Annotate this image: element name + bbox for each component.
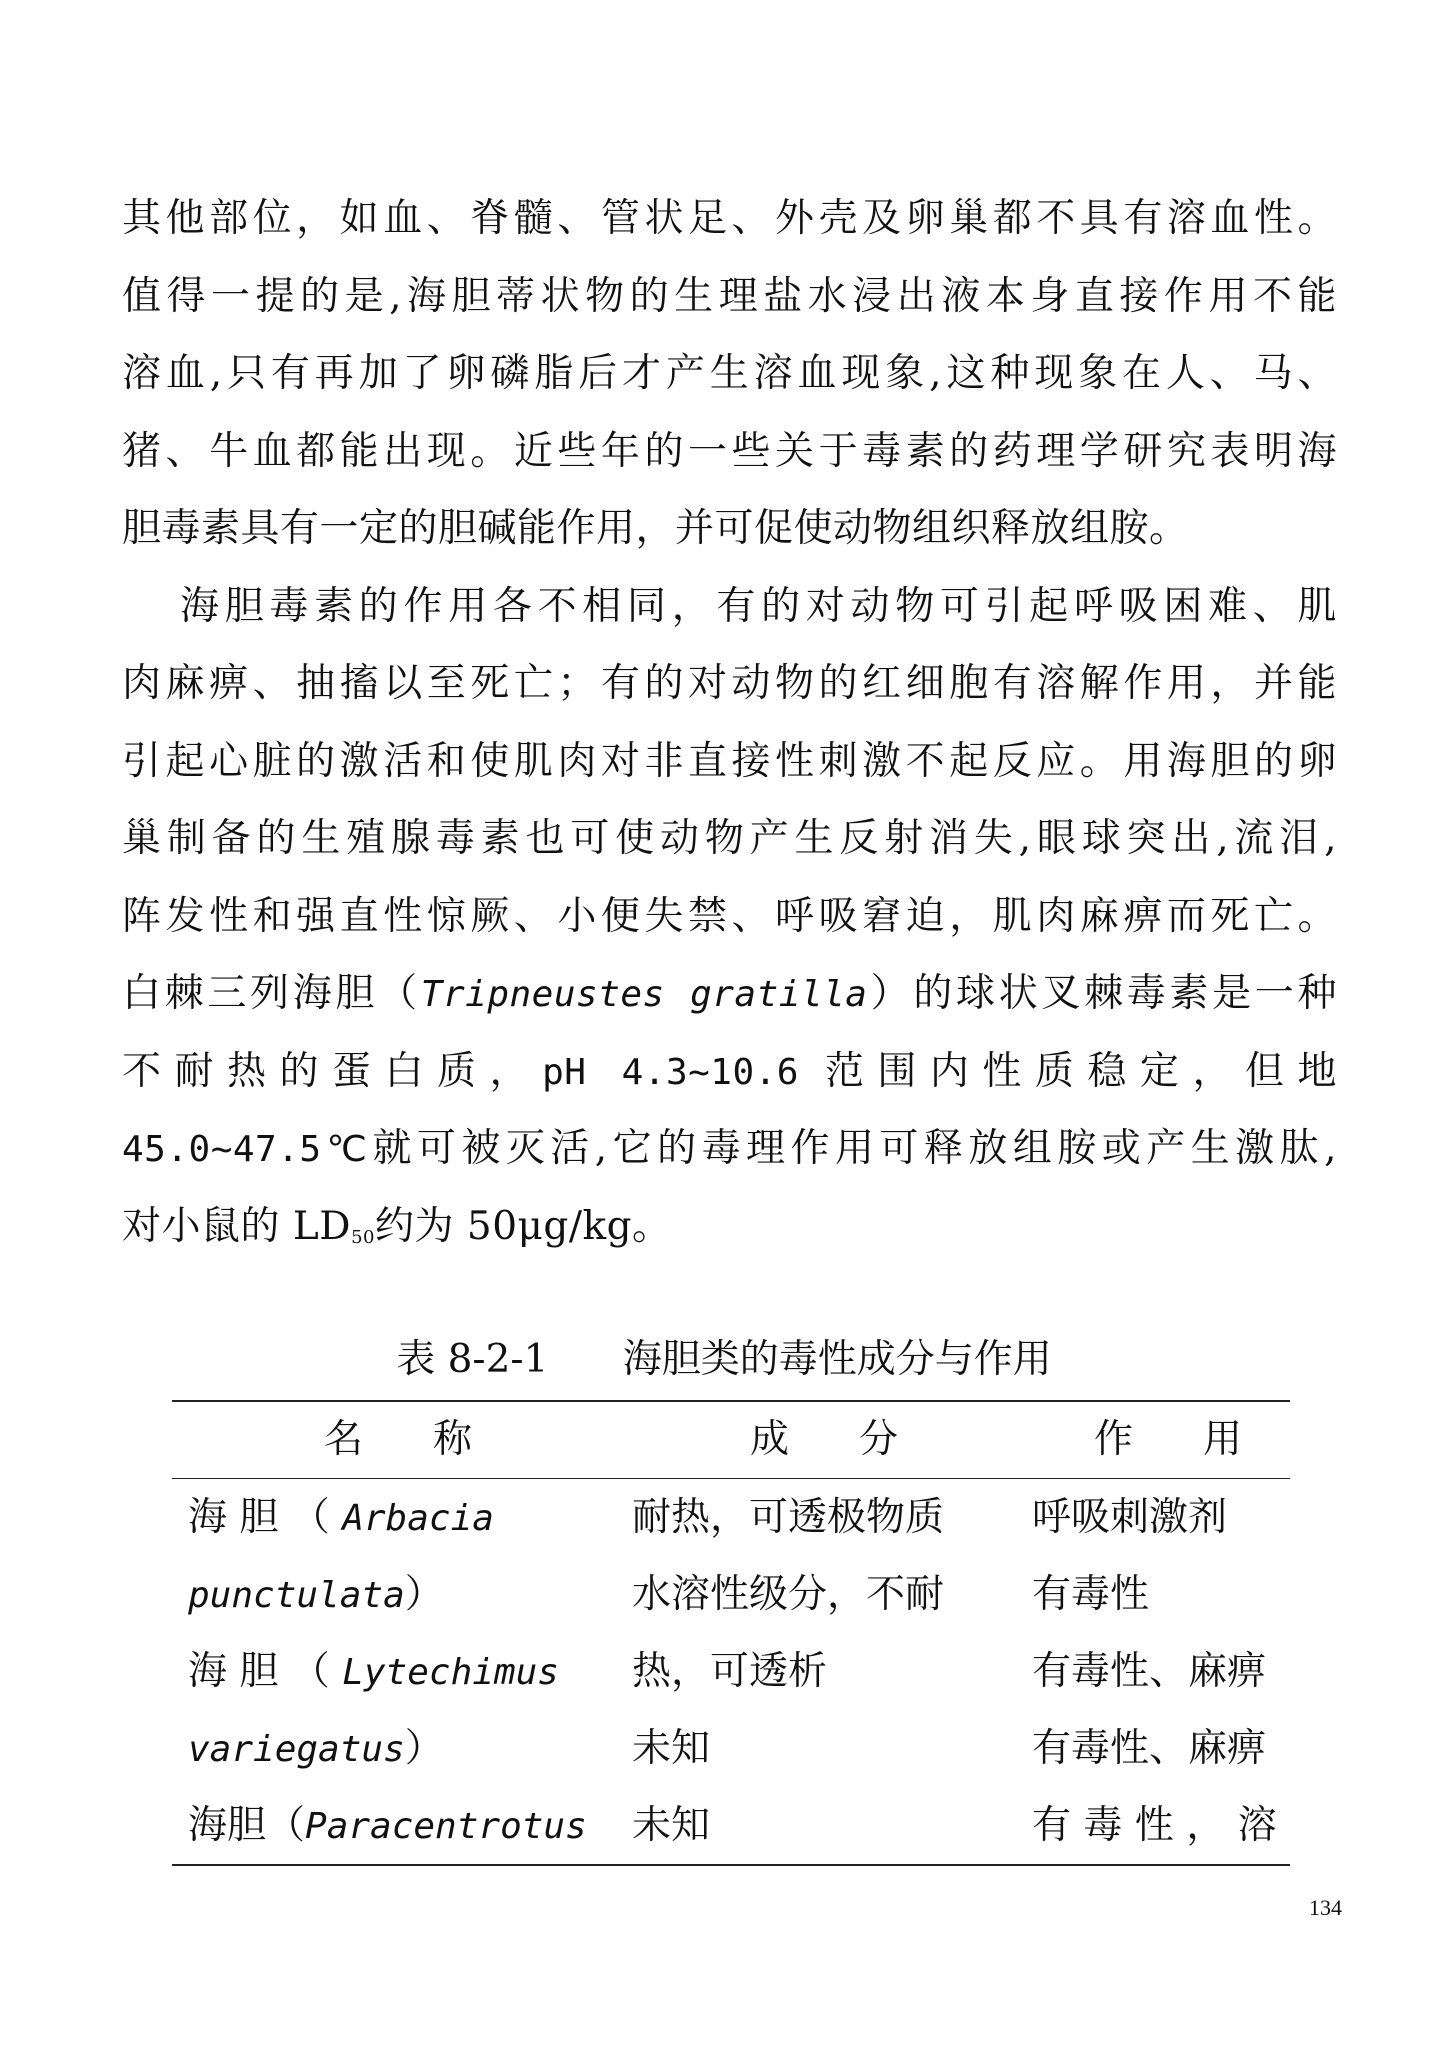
text-line: 其他部位，如血、脊髓、管状足、外壳及卵巢都不具有溶血性。	[122, 196, 1337, 241]
species-name: Arbacia	[342, 1498, 494, 1539]
cell-effect: 有毒性、麻痹	[1032, 1649, 1267, 1694]
text-line: 巢制备的生殖腺毒素也可使动物产生反射消失,眼球突出,流泪,	[122, 816, 1337, 861]
temperature-range: 45.0~47.5℃	[122, 1129, 373, 1170]
table-row	[172, 1633, 1290, 1710]
text-line: 引起心脏的激活和使肌肉对非直接性刺激不起反应。用海胆的卵	[122, 738, 1337, 784]
cell-name	[172, 1556, 624, 1633]
cell-effect: 有 毒 性 ， 溶	[1032, 1803, 1277, 1848]
header-effect: 作用	[1094, 1417, 1313, 1462]
cell-effect: 呼吸刺激剂	[1032, 1495, 1228, 1540]
species-name: variegatus	[188, 1729, 405, 1770]
body-text	[122, 180, 1337, 1265]
cell-name	[172, 1633, 624, 1710]
subscript: 50	[351, 1226, 375, 1248]
species-name: Tripneustes gratilla	[420, 974, 868, 1015]
text-segment: 范围内性质稳定，但地	[824, 1048, 1337, 1094]
text-segment: 对小鼠的 LD	[122, 1203, 352, 1249]
cell-component: 未知	[632, 1726, 711, 1771]
text-line: 值得一提的是,海胆蒂状物的生理盐水浸出液本身直接作用不能	[122, 273, 1337, 319]
ph-range: pH 4.3~10.6	[542, 1051, 799, 1093]
cell-component: 热，可透析	[632, 1649, 828, 1694]
table-row	[172, 1479, 1290, 1556]
cell-text: 海胆（	[188, 1803, 306, 1848]
text-line	[122, 1188, 1337, 1266]
text-line: 胆毒素具有一定的胆碱能作用，并可促使动物组织释放组胺。	[122, 506, 1189, 551]
cell-effect: 有毒性、麻痹	[1032, 1726, 1267, 1771]
species-name: Lytechimus	[342, 1652, 559, 1693]
table-number: 表 8-2-1	[396, 1337, 549, 1382]
text-line: 溶血,只有再加了卵磷脂后才产生溶血现象,这种现象在人、马、	[122, 351, 1337, 396]
cell-text: 海 胆 （	[188, 1495, 343, 1540]
cell-name	[172, 1479, 624, 1556]
text-segment: ）的球状叉棘毒素是一种	[867, 971, 1337, 1016]
text-segment: 约为 50μg/kg。	[374, 1203, 672, 1249]
header-component: 成分	[749, 1417, 968, 1462]
text-line: 肉麻痹、抽搐以至死亡；有的对动物的红细胞有溶解作用，并能	[122, 661, 1337, 706]
text-line	[122, 1033, 1337, 1111]
cell-text: 海 胆 （	[188, 1649, 343, 1694]
text-line: 海胆毒素的作用各不相同，有的对动物可引起呼吸困难、肌	[180, 583, 1337, 629]
table-row	[172, 1710, 1290, 1787]
text-segment: 就可被灭活,它的毒理作用可释放组胺或产生激肽,	[372, 1126, 1338, 1171]
text-line	[122, 955, 1337, 1033]
table-header-row	[172, 1402, 1313, 1478]
table-caption	[0, 1330, 1448, 1390]
table-title: 海胆类的毒性成分与作用	[622, 1337, 1052, 1382]
text-segment: 白棘三列海胆（	[122, 971, 421, 1016]
cell-component: 未知	[632, 1803, 711, 1848]
cell-name	[172, 1787, 624, 1864]
table-row	[172, 1787, 1290, 1864]
text-segment: 不耐热的蛋白质，	[122, 1048, 543, 1094]
species-name: punctulata	[188, 1575, 405, 1616]
cell-text: ）	[404, 1726, 444, 1771]
header-name: 名称	[323, 1417, 542, 1462]
cell-text: ）	[404, 1572, 444, 1617]
species-name: Paracentrotus	[305, 1806, 587, 1847]
table-row	[172, 1556, 1290, 1633]
text-line: 阵发性和强直性惊厥、小便失禁、呼吸窘迫，肌肉麻痹而死亡。	[122, 893, 1337, 939]
text-line: 猪、牛血都能出现。近些年的一些关于毒素的药理学研究表明海	[122, 428, 1337, 474]
page-number: 134	[1309, 1895, 1342, 1920]
toxin-table	[172, 1400, 1313, 1866]
cell-component: 耐热，可透极物质	[632, 1495, 945, 1540]
cell-effect: 有毒性	[1032, 1572, 1150, 1617]
text-line	[122, 1110, 1337, 1188]
cell-component: 水溶性级分，不耐	[632, 1572, 945, 1617]
table-bottom-rule	[172, 1864, 1290, 1866]
cell-name	[172, 1710, 624, 1787]
